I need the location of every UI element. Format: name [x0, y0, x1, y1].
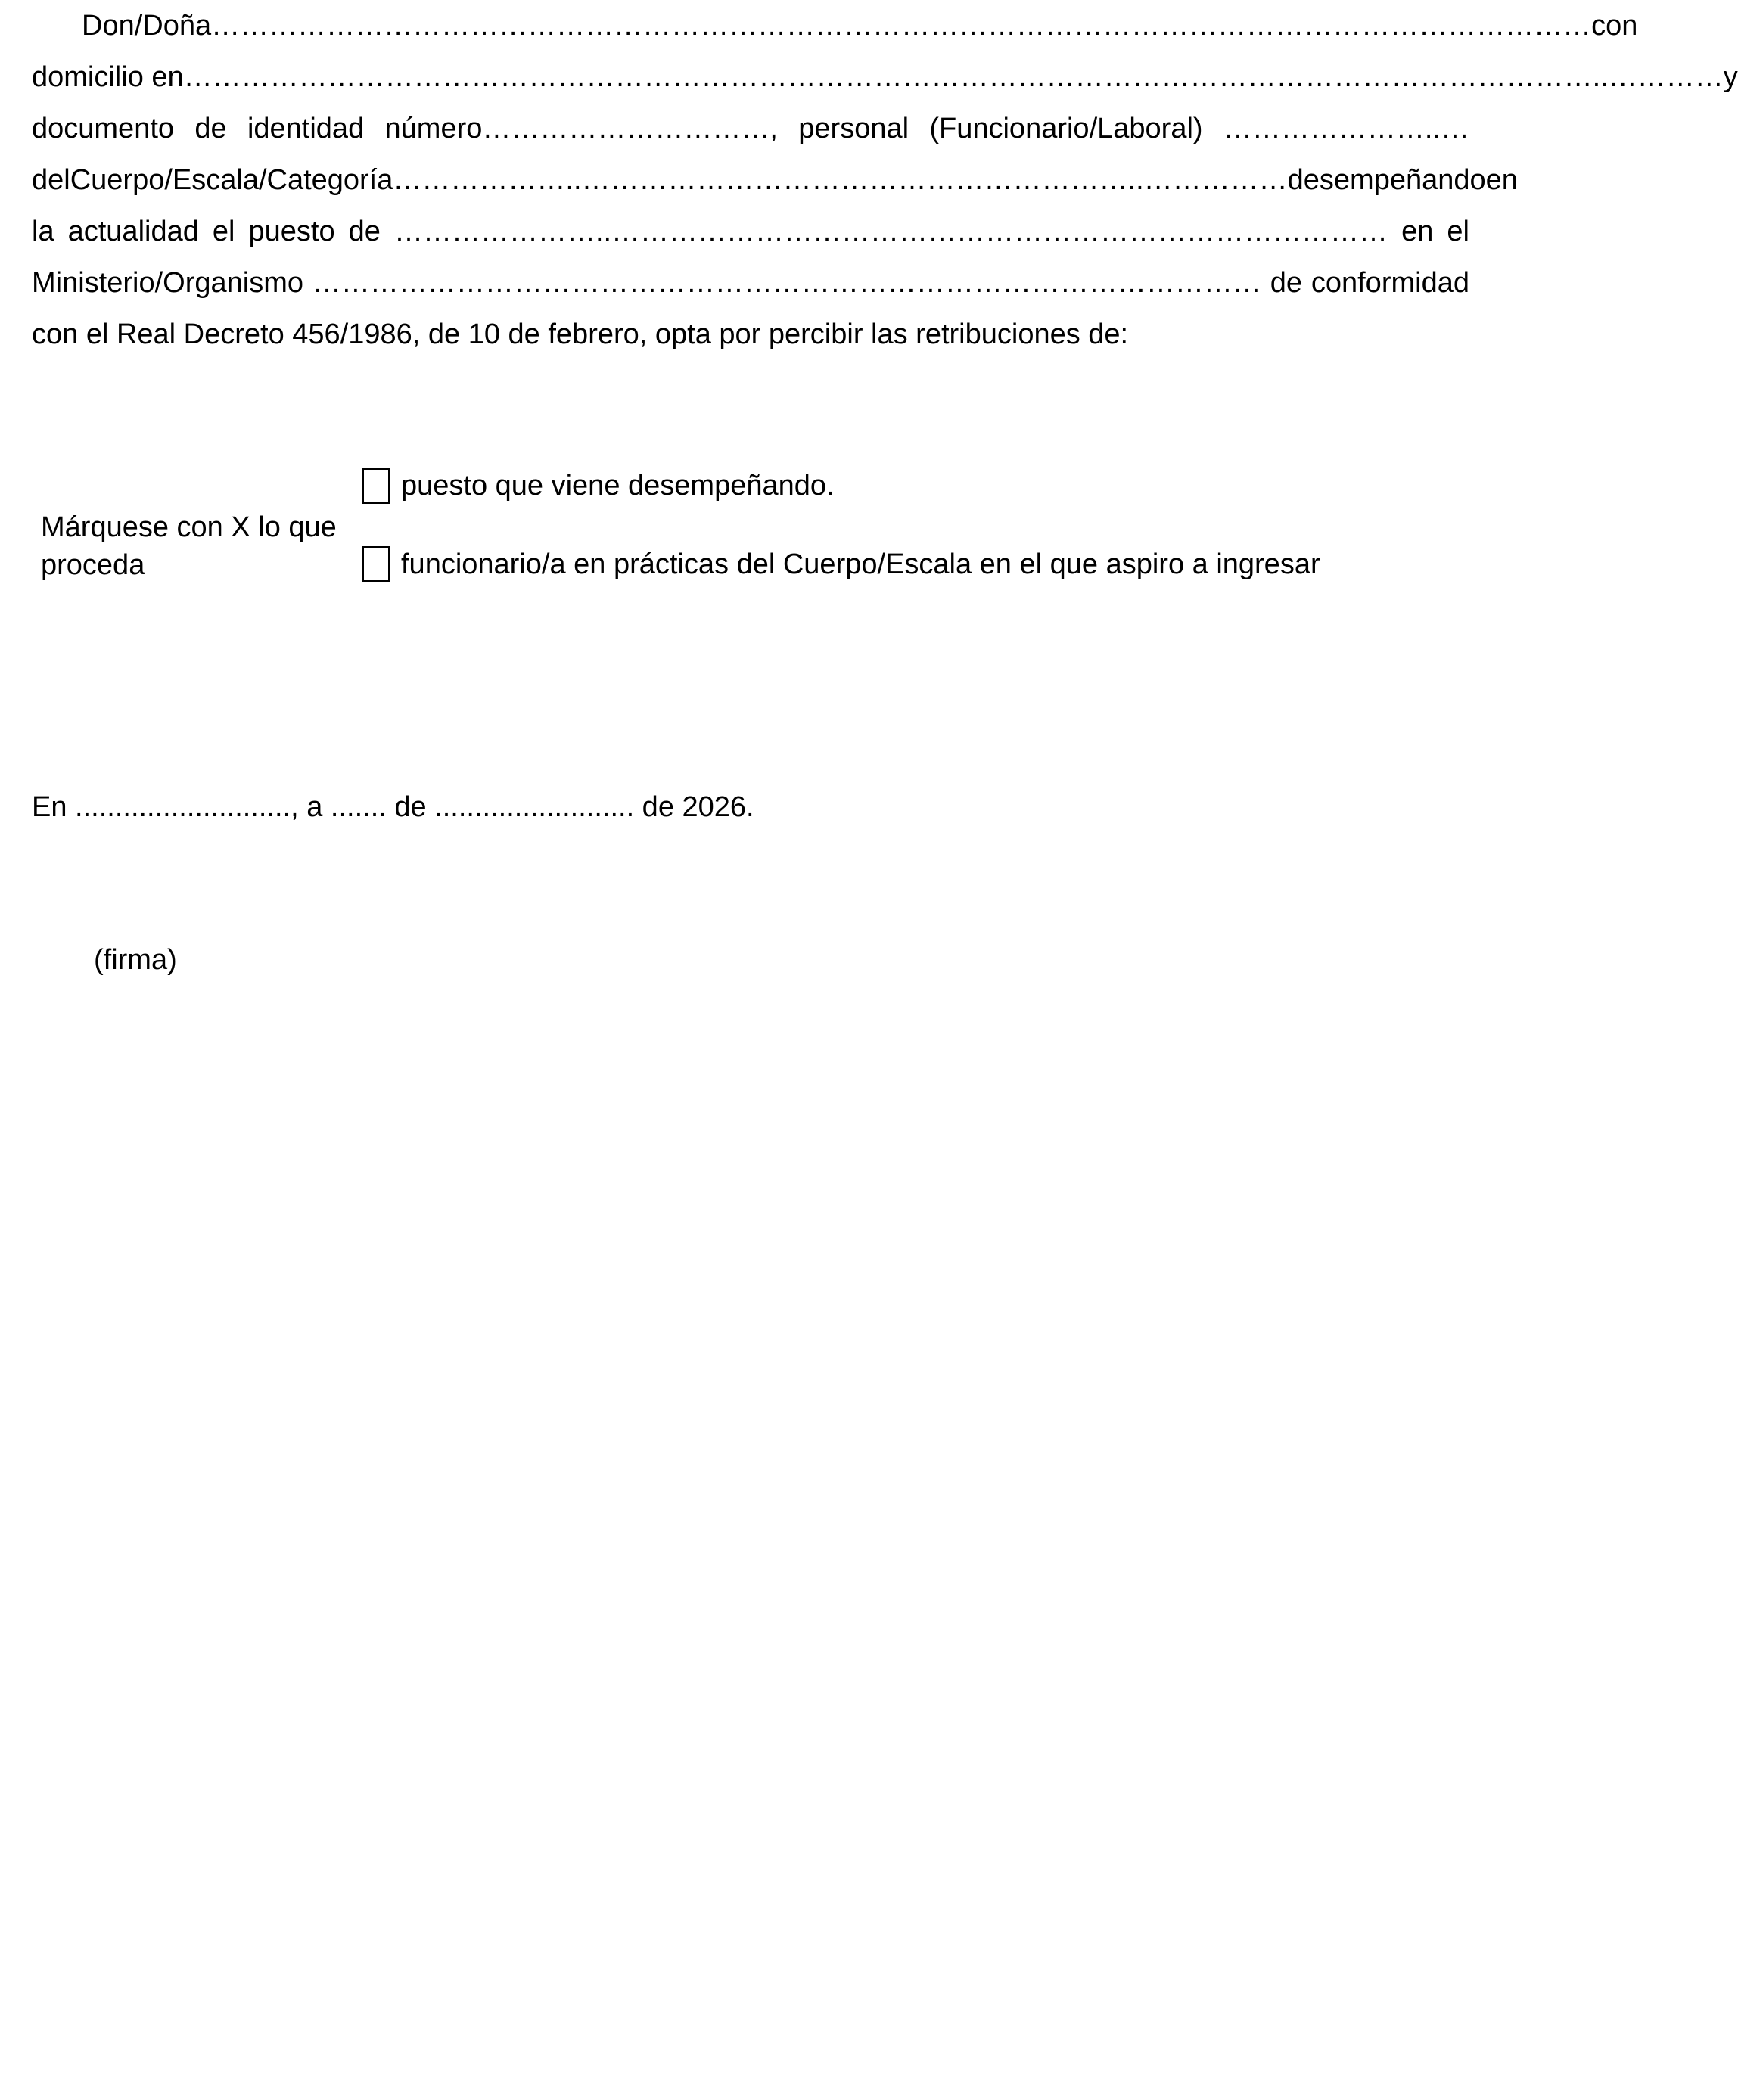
- option-trainee-official[interactable]: [362, 546, 1320, 582]
- trainee-official-checkbox[interactable]: [362, 546, 390, 582]
- ministry-tail-word: conformidad: [1310, 267, 1469, 299]
- address-label: domicilio en: [32, 61, 184, 93]
- declaration-line-id: [32, 103, 1469, 154]
- position-word: la: [32, 216, 54, 247]
- mark-instruction-line: Márquese con X lo que: [41, 511, 337, 543]
- personal-label: personal: [798, 113, 909, 144]
- address-tail: y: [1723, 61, 1738, 93]
- position-word: el: [212, 216, 235, 247]
- decree-text: con el Real Decreto 456/1986, de 10 de febrero, opta por percibir las retribuciones de:: [32, 318, 1129, 350]
- id-number-field[interactable]: número…………………………,: [384, 113, 778, 144]
- declaration-line-name: [32, 0, 1638, 51]
- id-word: de: [194, 113, 227, 144]
- declaration-line-address: [32, 51, 1738, 103]
- trainee-official-label: funcionario/a en prácticas del Cuerpo/Escala en el que aspiro a ingresar: [401, 548, 1320, 580]
- name-field[interactable]: ………………………………………………………………………………………………………………………………: [211, 10, 1592, 42]
- position-tail-word: en: [1401, 216, 1434, 247]
- signature-label: (firma): [94, 944, 177, 976]
- corps-label: Cuerpo/Escala/Categoría: [70, 164, 393, 196]
- mark-instruction-line: proceda: [41, 549, 145, 581]
- mark-instruction: [41, 508, 359, 584]
- declaration-paragraph: [32, 0, 1738, 360]
- staff-type-label: (Funcionario/Laboral): [929, 113, 1203, 144]
- corps-tail: en: [1485, 164, 1518, 196]
- declaration-line-ministry: [32, 257, 1469, 309]
- corps-word: del: [32, 164, 70, 196]
- id-word: documento: [32, 113, 175, 144]
- position-word: actualidad: [67, 216, 199, 247]
- corps-verb: desempeñando: [1287, 164, 1486, 196]
- current-position-label: puesto que viene desempeñando.: [401, 469, 835, 502]
- staff-type-field[interactable]: …………………..…: [1223, 113, 1469, 144]
- id-word: identidad: [247, 113, 365, 144]
- declaration-line-decree: [32, 309, 1469, 360]
- date-place-line[interactable]: En ..........................., a ....... de ......................... de 2026.: [32, 791, 754, 823]
- position-word: puesto: [248, 216, 335, 247]
- address-field[interactable]: …………………………………………………………………………………………………………………………………..…………: [183, 61, 1724, 93]
- position-field[interactable]: …………………..………………………………………………………………………: [393, 216, 1388, 247]
- name-label: Don/Doña: [82, 10, 212, 42]
- position-tail-word: el: [1447, 216, 1469, 247]
- declaration-line-corps: [32, 154, 1518, 206]
- declaration-line-position: [32, 206, 1469, 257]
- ministry-tail-word: de: [1270, 267, 1302, 299]
- option-current-position[interactable]: [362, 468, 835, 504]
- position-word: de: [348, 216, 381, 247]
- current-position-checkbox[interactable]: [362, 468, 390, 504]
- name-tail: con: [1591, 10, 1638, 42]
- corps-field[interactable]: ………………..…………………………………………………..……………: [393, 164, 1288, 196]
- ministry-field[interactable]: ………………………………………………………………………………………: [312, 267, 1261, 299]
- ministry-label: Ministerio/Organismo: [32, 267, 303, 299]
